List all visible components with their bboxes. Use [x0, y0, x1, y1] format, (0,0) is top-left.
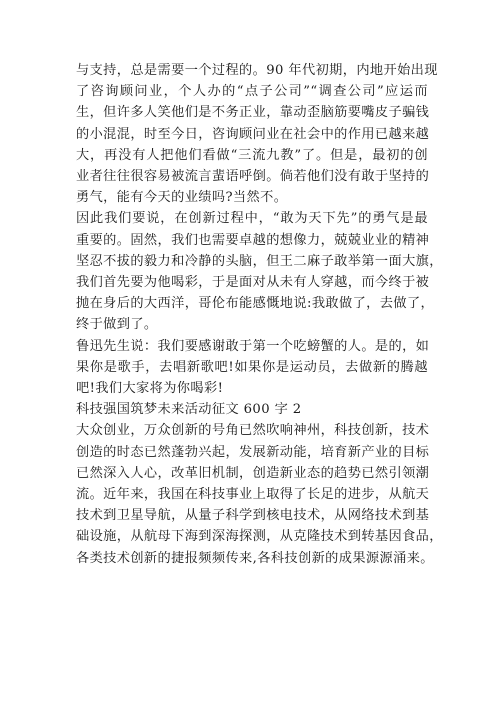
text-line: 抛在身后的大西洋，哥伦布能感慨地说:我敢做了，去做了，	[76, 296, 435, 312]
paragraph-courage	[76, 208, 443, 335]
text-line: 果你是歌手，去唱新歌吧!如果你是运动员，去做新的腾越	[76, 359, 428, 375]
text-line: 生，但许多人笑他们是不务正业，靠动歪脑筋要嘴皮子骗钱	[76, 105, 430, 121]
text-line: 础设施，从航母下海到深海探测，从克隆技术到转基因食品，	[76, 529, 443, 545]
text-line: 大众创业，万众创新的号角已然吹响神州，科技创新，技术	[76, 423, 430, 439]
text-line: 流。近年来，我国在科技事业上取得了长足的进步，从航天	[76, 487, 430, 503]
text-line: 吧!我们大家将为你喝彩!	[76, 381, 224, 397]
text-line: 各类技术创新的捷报频频传来,各科技创新的成果源源涌来。	[76, 550, 434, 566]
text-line: 了咨询顾问业，个人办的“点子公司”“调查公司”应运而	[76, 84, 428, 100]
text-line: 创造的时态已然蓬勃兴起，发展新动能，培育新产业的目标	[76, 444, 430, 460]
text-line: 的小混混，时至今日，咨询顾问业在社会中的作用已越来越	[76, 126, 430, 142]
text-line: 因此我们要说，在创新过程中，“敢为天下先”的勇气是最	[76, 211, 428, 227]
text-line: 与支持，总是需要一个过程的。90 年代初期，内地开始出现	[76, 63, 438, 78]
document-page	[76, 60, 443, 569]
text-line: 重要的。固然，我们也需要卓越的想像力，兢兢业业的精神	[76, 232, 430, 248]
text-line: 大，再没有人把他们看做“三流九教”了。但是，最初的创	[76, 147, 428, 163]
text-line: 已然深入人心，改革旧机制，创造新业态的趋势已然引领潮	[76, 465, 430, 481]
text-line: 业者往往很容易被流言蜚语呼倒。倘若他们没有敢于坚持的	[76, 169, 430, 185]
paragraph-consulting-history	[76, 60, 438, 208]
text-line: 技术到卫星导航，从量子科学到核电技术，从网络技术到基	[76, 508, 430, 524]
text-line: 鲁迅先生说：我们要感谢敢于第一个吃螃蟹的人。是的，如	[76, 338, 430, 354]
paragraph-luxun-quote	[76, 336, 428, 400]
text-line: 终于做到了。	[76, 317, 158, 333]
section-heading: 科技强国筑梦未来活动征文 600 字 2	[76, 402, 302, 418]
paragraph-innovation	[76, 420, 443, 568]
text-line: 我们首先要为他喝彩，于是面对从未有人穿越，而今终于被	[76, 275, 430, 291]
text-line: 坚忍不拔的毅力和冷静的头脑，但王二麻子敢举第一面大旗，	[76, 253, 443, 269]
text-line: 勇气，能有今天的业绩吗?当然不。	[76, 190, 288, 206]
